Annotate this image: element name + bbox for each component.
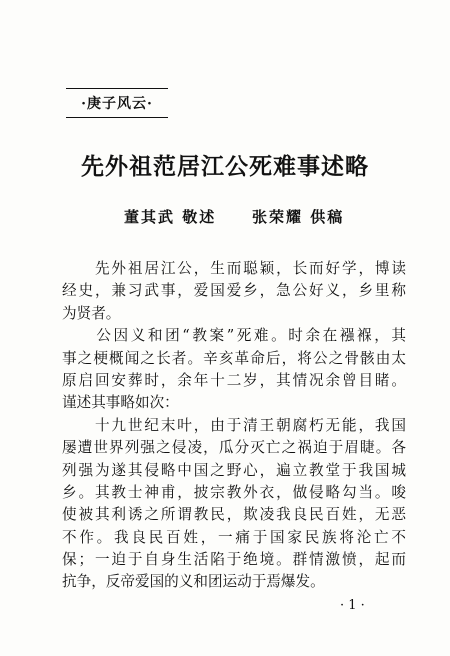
article-body (62, 258, 406, 594)
body-line: 不作。我良民百姓，一痛于国家民族将沦亡不 (62, 528, 406, 546)
body-line: 公因义和团“教案”死难。时余在襁褓，其 (62, 327, 406, 345)
author-line: 董其武 敬述 (124, 208, 217, 226)
article-title: 先外祖范居江公死难事述略 (81, 153, 369, 180)
body-line: 抗争，反帝爱国的义和团运动于焉爆发。 (62, 573, 325, 591)
body-line: 使被其利诱之所谓教民，欺凌我良民百姓，无恶 (62, 506, 406, 524)
body-line: 谨述其事略如次： (62, 394, 179, 412)
section-tag: ·庚子风云· (66, 88, 168, 118)
body-line: 事之梗概闻之长者。辛亥革命后，将公之骨骸由太 (62, 349, 406, 367)
body-line: 列强为遂其侵略中国之野心，遍立教堂于我国城 (62, 461, 406, 479)
body-line: 为贤者。 (62, 304, 121, 322)
body-line: 经史，兼习武事，爱国爱乡，急公好义，乡里称 (62, 282, 406, 300)
page-number: · 1 · (340, 598, 365, 613)
contributor-line: 张荣耀 供稿 (252, 208, 345, 226)
body-line: 屡遭世界列强之侵凌，瓜分灭亡之祸迫于眉睫。各 (62, 439, 406, 457)
body-line: 乡。其教士神甫，披宗教外衣，做侵略勾当。唆 (62, 483, 406, 501)
body-line: 十九世纪末叶，由于清王朝腐朽无能，我国 (62, 416, 406, 434)
body-line: 原启回安葬时，余年十二岁，其情况余曾目睹。 (62, 371, 406, 389)
body-line: 保；一迫于自身生活陷于绝境。群情激愤，起而 (62, 551, 406, 569)
body-line: 先外祖居江公，生而聪颖，长而好学，博读 (62, 260, 406, 277)
